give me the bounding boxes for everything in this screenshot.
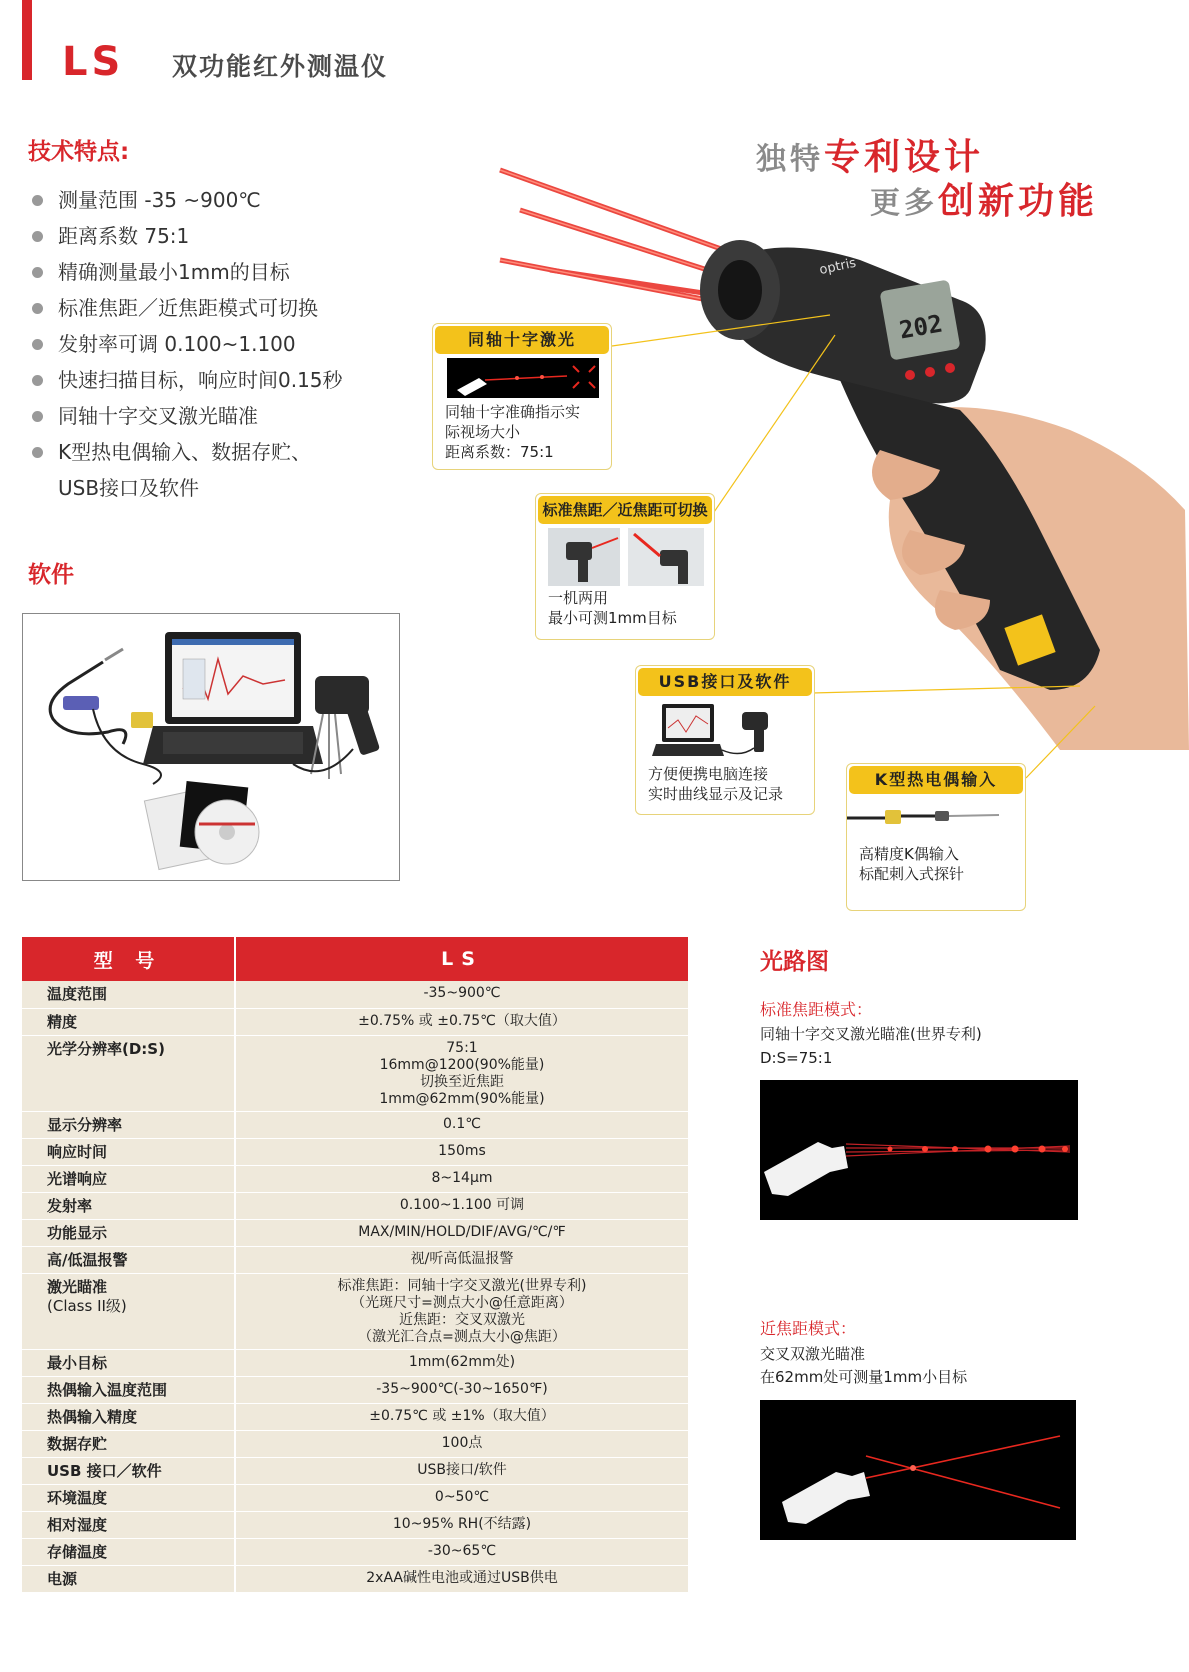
spec-row-value (235, 981, 688, 1008)
software-heading: 软件 (28, 562, 74, 588)
spec-value-line: 0~50℃ (434, 1488, 490, 1505)
spec-value-line: 16mm@1200(90%能量) (379, 1056, 545, 1073)
spec-row-label (22, 981, 235, 1008)
callout-line: 实时曲线显示及记录 (648, 785, 784, 803)
spec-label-text: 激光瞄准 (47, 1277, 108, 1296)
callout-line: 方便便携电脑连接 (648, 765, 769, 783)
callout-line: 高精度K偶输入 (859, 845, 959, 863)
standard-mode-line1: 同轴十字交叉激光瞄准(世界专利) (760, 1025, 982, 1043)
spec-row (22, 1349, 688, 1376)
feature-item: 标准焦距／近焦距模式可切换 (28, 290, 428, 326)
callout-focus-switch (535, 493, 715, 640)
spec-label-text: (Class II级) (47, 1296, 127, 1315)
spec-row-label (22, 1484, 235, 1511)
spec-row (22, 1484, 688, 1511)
usb-thumbnail-image (650, 700, 800, 762)
slogan-red-1: 专利设计 (824, 137, 985, 178)
spec-row-label (22, 1246, 235, 1273)
probe-thumbnail-image (847, 798, 1007, 838)
spec-row (22, 1538, 688, 1565)
spec-value-line: 标准焦距：同轴十字交叉激光(世界专利) (337, 1277, 587, 1294)
spec-row-label (22, 1376, 235, 1403)
feature-item: 距离系数 75:1 (28, 218, 428, 254)
spec-row-value (235, 1403, 688, 1430)
close-mode-line1: 交叉双激光瞄准 (760, 1345, 866, 1363)
spec-row (22, 1008, 688, 1035)
callout-line: 一机两用 (548, 589, 609, 607)
k-connector-icon (131, 712, 153, 728)
focus-thumbnail-image (548, 528, 708, 586)
standard-mode-diagram (760, 1080, 1078, 1220)
spec-row (22, 1565, 688, 1592)
close-mode-subtitle: 近焦距模式： (760, 1319, 857, 1338)
spec-value-line: MAX/MIN/HOLD/DIF/AVG/℃/℉ (358, 1223, 566, 1240)
spec-label-text: 热偶输入精度 (47, 1407, 138, 1426)
spec-row (22, 1219, 688, 1246)
standard-mode-line2: D:S=75:1 (760, 1049, 833, 1067)
spec-row-value (235, 1484, 688, 1511)
spec-value-line: 8~14μm (431, 1169, 493, 1186)
callout-title: 同轴十字激光 (435, 326, 609, 354)
feature-item: 测量范围 -35 ~900℃ (28, 182, 428, 218)
spec-row-value (235, 1538, 688, 1565)
spec-label-text: 高/低温报警 (47, 1250, 128, 1269)
spec-table-header (22, 937, 688, 981)
spec-value-line: 0.1℃ (443, 1115, 481, 1132)
spec-row-value (235, 1111, 688, 1138)
spec-row-label (22, 1430, 235, 1457)
laser-thumbnail-image (447, 358, 599, 398)
spec-value-line: 75:1 (446, 1039, 478, 1056)
spec-label-text: 显示分辨率 (47, 1115, 123, 1134)
spec-row-value (235, 1192, 688, 1219)
spec-row-label (22, 1349, 235, 1376)
spec-row (22, 1138, 688, 1165)
spec-value-line: （激光汇合点=测点大小@焦距） (358, 1328, 566, 1345)
spec-table (22, 937, 688, 1593)
spec-label-text: 数据存贮 (47, 1434, 108, 1453)
spec-row-label (22, 1565, 235, 1592)
spec-row-value (235, 1246, 688, 1273)
feature-item: 快速扫描目标，响应时间0.15秒 (28, 362, 428, 398)
features-heading: 技术特点: (28, 139, 130, 165)
spec-value-line: -35~900℃ (423, 985, 501, 1001)
spec-row-label (22, 1192, 235, 1219)
feature-item: K型热电偶输入、数据存贮、 (28, 434, 428, 470)
spec-row-label (22, 1219, 235, 1246)
spec-row-label (22, 1035, 235, 1111)
spec-row-value (235, 1219, 688, 1246)
spec-row (22, 1246, 688, 1273)
spec-label-text: 响应时间 (47, 1142, 108, 1161)
spec-row (22, 1273, 688, 1349)
callout-coaxial-laser (432, 323, 612, 470)
callout-line: 距离系数：75:1 (445, 443, 554, 461)
spec-row-label (22, 1457, 235, 1484)
spec-header-ls: LS (235, 937, 688, 981)
spec-row-value (235, 1035, 688, 1111)
spec-row-label (22, 1511, 235, 1538)
spec-label-text: 环境温度 (47, 1488, 108, 1507)
spec-label-text: 发射率 (47, 1196, 93, 1215)
spec-value-line: 1mm(62mm处) (408, 1353, 516, 1370)
spec-row (22, 1511, 688, 1538)
spec-value-line: 100点 (441, 1434, 483, 1451)
spec-row (22, 981, 688, 1008)
slogan-red-2: 创新功能 (938, 181, 1099, 222)
spec-value-line: 1mm@62mm(90%能量) (379, 1090, 545, 1107)
spec-header-model: 型 号 (22, 937, 235, 981)
spec-label-text: 温度范围 (47, 985, 108, 1003)
spec-label-text: 光学分辨率(D:S) (47, 1039, 165, 1058)
callout-line: 同轴十字准确指示实 (445, 403, 581, 421)
callout-line: 标配刺入式探针 (859, 865, 965, 883)
feature-item-continued: USB接口及软件 (58, 476, 200, 500)
spec-value-line: 0.100~1.100 可调 (399, 1196, 525, 1213)
callout-usb-software (635, 665, 815, 815)
spec-value-line: ±0.75% 或 ±0.75℃（取大值） (358, 1012, 566, 1029)
spec-value-line: -30~65℃ (427, 1542, 497, 1559)
spec-label-text: 精度 (47, 1012, 78, 1031)
optical-path-heading: 光路图 (760, 949, 829, 975)
feature-item: 发射率可调 0.100~1.100 (28, 326, 428, 362)
spec-label-text: USB 接口／软件 (47, 1461, 162, 1480)
spec-label-text: 存储温度 (47, 1542, 108, 1561)
spec-row-value (235, 1457, 688, 1484)
spec-value-line: 切换至近焦距 (420, 1073, 504, 1090)
spec-value-line: 2xAA碱性电池或通过USB供电 (366, 1569, 558, 1586)
callout-line: 际视场大小 (445, 423, 521, 441)
slogan-gray-2: 更多 (870, 186, 938, 221)
spec-table-body (22, 981, 688, 1592)
usb-connector-icon (63, 696, 99, 710)
spec-row-label (22, 1403, 235, 1430)
page-title: 双功能红外测温仪 (172, 52, 389, 81)
spec-row-label (22, 1165, 235, 1192)
spec-row-label (22, 1008, 235, 1035)
spec-row-value (235, 1376, 688, 1403)
feature-item: 同轴十字交叉激光瞄准 (28, 398, 428, 434)
spec-value-line: （光斑尺寸=测点大小@任意距离） (351, 1294, 573, 1311)
software-kit-illustration (23, 614, 400, 881)
standard-mode-subtitle: 标准焦距模式： (760, 1000, 873, 1019)
spec-label-text: 相对湿度 (47, 1515, 108, 1534)
close-mode-diagram (760, 1400, 1076, 1540)
close-mode-line2: 在62mm处可测量1mm小目标 (760, 1368, 968, 1386)
callout-title: 标准焦距／近焦距可切换 (538, 496, 712, 524)
callout-k-thermocouple (846, 763, 1026, 911)
features-list (28, 182, 428, 506)
spec-row (22, 1376, 688, 1403)
spec-row-value (235, 1565, 688, 1592)
callout-title: USB接口及软件 (638, 668, 812, 696)
spec-label-text: 功能显示 (47, 1223, 108, 1242)
spec-row (22, 1035, 688, 1111)
spec-row (22, 1111, 688, 1138)
spec-row-label (22, 1273, 235, 1349)
product-logo: LS (62, 39, 125, 85)
callout-title: K型热电偶输入 (849, 766, 1023, 794)
spec-value-line: USB接口/软件 (417, 1461, 507, 1478)
spec-row-label (22, 1538, 235, 1565)
spec-row (22, 1430, 688, 1457)
spec-row-value (235, 1008, 688, 1035)
device-brand: optris (818, 255, 858, 279)
spec-value-line: 150ms (438, 1142, 486, 1159)
device-display: 202 (897, 309, 945, 345)
spec-value-line: 10~95% RH(不结露) (392, 1515, 532, 1532)
feature-item: 精确测量最小1mm的目标 (28, 254, 428, 290)
spec-value-line: 视/听高低温报警 (410, 1250, 514, 1267)
spec-row-value (235, 1511, 688, 1538)
spec-label-text: 电源 (47, 1569, 78, 1588)
spec-row-label (22, 1138, 235, 1165)
header-accent-bar (22, 0, 32, 80)
spec-row-value (235, 1430, 688, 1457)
spec-label-text: 热偶输入温度范围 (47, 1380, 168, 1399)
spec-row (22, 1165, 688, 1192)
spec-row-value (235, 1349, 688, 1376)
callout-line: 最小可测1mm目标 (548, 609, 677, 627)
spec-value-line: ±0.75℃ 或 ±1%（取大值） (369, 1407, 555, 1424)
spec-row-value (235, 1165, 688, 1192)
spec-row-value (235, 1138, 688, 1165)
spec-row (22, 1457, 688, 1484)
software-photo (22, 613, 400, 881)
spec-row-label (22, 1111, 235, 1138)
spec-row-value (235, 1273, 688, 1349)
slogan-gray-1: 独特 (756, 142, 824, 177)
spec-row (22, 1403, 688, 1430)
spec-row (22, 1192, 688, 1219)
spec-value-line: 近焦距：交叉双激光 (399, 1311, 525, 1328)
spec-value-line: -35~900℃(-30~1650℉) (376, 1380, 548, 1397)
spec-label-text: 最小目标 (47, 1353, 108, 1372)
spec-label-text: 光谱响应 (47, 1169, 108, 1188)
